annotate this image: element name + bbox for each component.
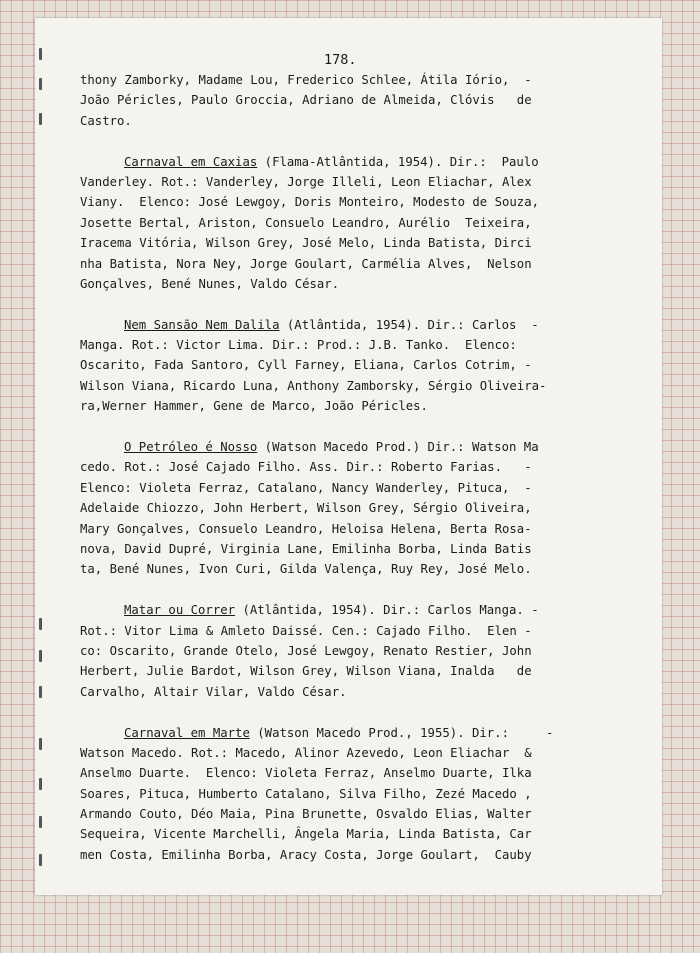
- text-line: Gonçalves, Bené Nunes, Valdo César.: [80, 276, 340, 291]
- text-line: co: Oscarito, Grande Otelo, José Lewgoy, Renato Restier, John: [80, 643, 532, 658]
- binder-hole-mark: [39, 618, 42, 630]
- text-line: nova, David Dupré, Virginia Lane, Emilinha Borba, Linda Batis: [80, 541, 532, 556]
- text-line: cedo. Rot.: José Cajado Filho. Ass. Dir.: Roberto Farias. -: [80, 460, 532, 475]
- binder-hole-mark: [39, 48, 42, 60]
- text-line: Elenco: Violeta Ferraz, Catalano, Nancy Wanderley, Pituca, -: [80, 480, 532, 495]
- binder-hole-mark: [39, 816, 42, 828]
- film-credits: (Watson Macedo Prod., 1955). Dir.: -: [249, 725, 554, 740]
- text-line: Carvalho, Altair Vilar, Valdo César.: [80, 684, 347, 699]
- entry-first-line: [80, 315, 605, 335]
- binder-hole-mark: [39, 778, 42, 790]
- entry-first-line: [80, 437, 605, 457]
- film-credits: (Atlântida, 1954). Dir.: Carlos Manga. -: [235, 603, 539, 618]
- text-line: Rot.: Vitor Lima & Amleto Daissé. Cen.: Cajado Filho. Elen -: [80, 623, 532, 638]
- text-line: Watson Macedo. Rot.: Macedo, Alinor Azevedo, Leon Eliachar &: [80, 745, 532, 760]
- text-line: Manga. Rot.: Victor Lima. Dir.: Prod.: J.B. Tanko. Elenco:: [80, 338, 517, 353]
- page-number: 178.: [324, 52, 357, 68]
- film-entry: [80, 600, 605, 702]
- text-line: Oscarito, Fada Santoro, Cyll Farney, Eliana, Carlos Cotrim, -: [80, 358, 532, 373]
- text-line: Anselmo Duarte. Elenco: Violeta Ferraz, Anselmo Duarte, Ilka: [80, 766, 532, 781]
- text-line: Viany. Elenco: José Lewgoy, Doris Monteiro, Modesto de Souza,: [80, 195, 540, 210]
- text-line: nha Batista, Nora Ney, Jorge Goulart, Carmélia Alves, Nelson: [80, 256, 532, 271]
- text-line: ta, Bené Nunes, Ivon Curi, Gilda Valença, Ruy Rey, José Melo.: [80, 562, 532, 577]
- text-line: Sequeira, Vicente Marchelli, Ângela Maria, Linda Batista, Car: [80, 827, 532, 842]
- film-title: Matar ou Correr: [124, 603, 236, 618]
- text-line: Soares, Pituca, Humberto Catalano, Silva Filho, Zezé Macedo ,: [80, 786, 532, 801]
- binder-hole-mark: [39, 78, 42, 90]
- text-line: Mary Gonçalves, Consuelo Leandro, Heloisa Helena, Berta Rosa-: [80, 521, 532, 536]
- text-line: men Costa, Emilinha Borba, Aracy Costa, Jorge Goulart, Cauby: [80, 847, 532, 862]
- text-line: ra,Werner Hammer, Gene de Marco, João Péricles.: [80, 399, 428, 414]
- binder-hole-mark: [39, 738, 42, 750]
- text-line: Vanderley. Rot.: Vanderley, Jorge Illeli, Leon Eliachar, Alex: [80, 174, 532, 189]
- text-line: Herbert, Julie Bardot, Wilson Grey, Wilson Viana, Inalda de: [80, 664, 532, 679]
- text-line: Armando Couto, Déo Maia, Pina Brunette, Osvaldo Elias, Walter: [80, 807, 532, 822]
- text-line: thony Zamborky, Madame Lou, Frederico Schlee, Átila Iório, -: [80, 73, 532, 87]
- film-title: Nem Sansão Nem Dalila: [124, 317, 280, 332]
- text-line: Josette Bertal, Ariston, Consuelo Leandro, Aurélio Teixeira,: [80, 215, 532, 230]
- film-credits: (Atlântida, 1954). Dir.: Carlos -: [279, 317, 539, 332]
- page-body: [80, 70, 605, 865]
- binder-hole-mark: [39, 113, 42, 125]
- text-line: Iracema Vitória, Wilson Grey, José Melo, Linda Batista, Dirci: [80, 236, 532, 251]
- film-credits: (Flama-Atlântida, 1954). Dir.: Paulo: [257, 154, 539, 169]
- binder-hole-mark: [39, 854, 42, 866]
- film-entry: [80, 723, 605, 866]
- film-title: O Petróleo é Nosso: [124, 440, 258, 455]
- text-line: Adelaide Chiozzo, John Herbert, Wilson Grey, Sérgio Oliveira,: [80, 501, 532, 516]
- text-line: Wilson Viana, Ricardo Luna, Anthony Zamborsky, Sérgio Oliveira-: [80, 378, 547, 393]
- binder-hole-mark: [39, 686, 42, 698]
- text-line: Castro.: [80, 113, 132, 128]
- film-entry: [80, 152, 605, 295]
- text-line: João Péricles, Paulo Groccia, Adriano de Almeida, Clóvis de: [80, 93, 532, 108]
- binder-hole-mark: [39, 650, 42, 662]
- film-title: Carnaval em Caxias: [124, 154, 258, 169]
- film-entry: [80, 315, 605, 417]
- entry-first-line: [80, 600, 605, 620]
- film-entry: [80, 70, 605, 131]
- entry-first-line: [80, 723, 605, 743]
- film-title: Carnaval em Marte: [124, 725, 250, 740]
- film-entry: [80, 437, 605, 580]
- entry-first-line: [80, 152, 605, 172]
- film-credits: (Watson Macedo Prod.) Dir.: Watson Ma: [257, 440, 539, 455]
